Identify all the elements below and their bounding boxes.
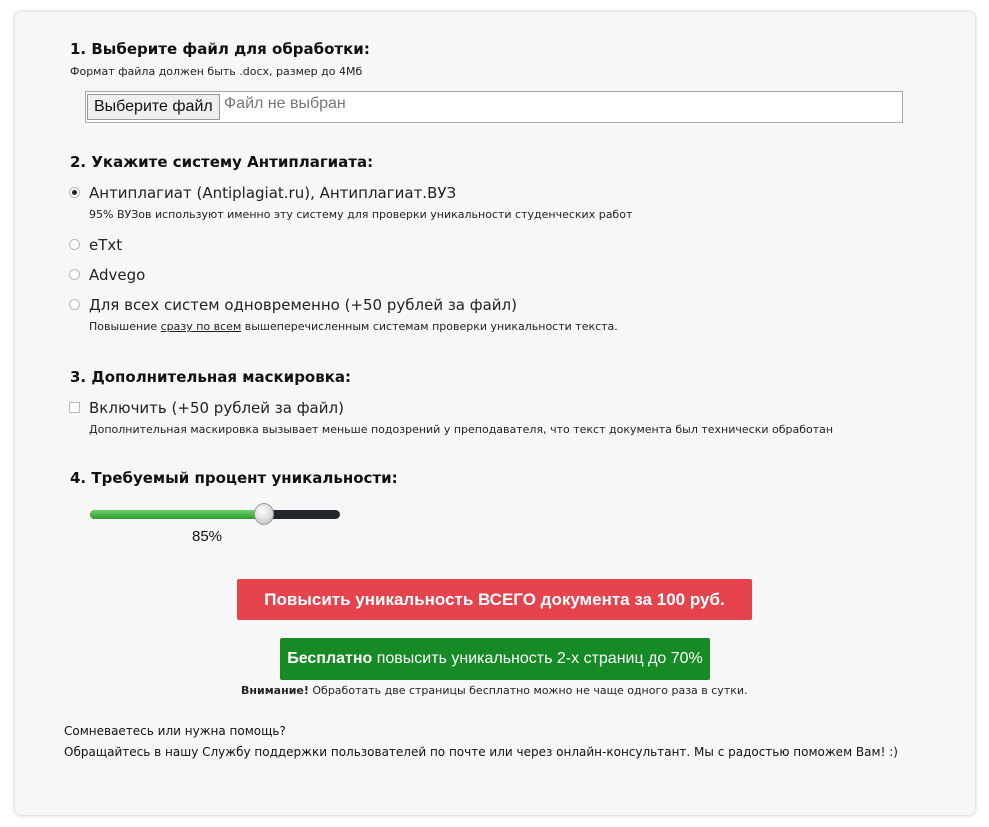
free-upgrade-button[interactable] <box>280 638 710 680</box>
choose-file-button[interactable]: Выберите файл <box>87 94 220 120</box>
upload-form-card <box>15 12 975 815</box>
file-status: Файл не выбран <box>224 95 346 112</box>
radio-selected-icon[interactable] <box>69 187 80 198</box>
checkbox-icon[interactable] <box>69 402 80 413</box>
slider-fill <box>90 510 265 519</box>
step2-heading: 2. Укажите систему Антиплагиата: <box>70 153 374 171</box>
radio-advego[interactable] <box>89 266 145 284</box>
step3-heading: 3. Дополнительная маскировка: <box>70 368 352 386</box>
free-text: повысить уникальность 2-х страниц до 70% <box>372 650 703 667</box>
file-input[interactable] <box>85 91 903 123</box>
note-underlined: сразу по всем <box>160 320 242 333</box>
warning-text: Обработать две страницы бесплатно можно не чаще одного раза в сутки. <box>308 684 748 697</box>
free-warning <box>241 684 748 697</box>
uniqueness-slider[interactable] <box>90 510 340 519</box>
note-text: вышеперечисленным системам проверки уникальности текста. <box>241 320 618 333</box>
paid-upgrade-button[interactable]: Повысить уникальность ВСЕГО документа за 100 руб. <box>237 579 752 620</box>
radio-icon[interactable] <box>69 269 80 280</box>
masking-checkbox[interactable] <box>89 399 344 417</box>
radio-icon[interactable] <box>69 299 80 310</box>
warning-bold: Внимание! <box>241 684 309 697</box>
step1-note: Формат файла должен быть .docx, размер до 4Мб <box>70 65 363 78</box>
radio-all-systems[interactable] <box>89 296 517 314</box>
free-bold: Бесплатно <box>287 650 373 667</box>
radio-antiplagiat[interactable] <box>89 184 456 202</box>
radio-label: Антиплагиат (Antiplagiat.ru), Антиплагиат.ВУЗ <box>89 184 457 202</box>
radio-label: eTxt <box>89 236 123 254</box>
checkbox-label: Включить (+50 рублей за файл) <box>89 399 344 417</box>
slider-value: 85% <box>192 528 223 545</box>
radio-etxt[interactable] <box>89 236 122 254</box>
masking-note: Дополнительная маскировка вызывает меньше подозрений у преподавателя, что текст документа был технически обработан <box>89 423 834 436</box>
radio-icon[interactable] <box>69 239 80 250</box>
slider-thumb[interactable] <box>254 503 274 525</box>
all-systems-note <box>89 320 618 333</box>
help-line-2: Обращайтесь в нашу Службу поддержки пользователей по почте или через онлайн-консультант. Мы с радостью поможем Вам! :) <box>64 745 898 759</box>
note-text: Повышение <box>89 320 161 333</box>
step4-heading: 4. Требуемый процент уникальности: <box>70 469 398 487</box>
radio-label: Для всех систем одновременно (+50 рублей за файл) <box>89 296 517 314</box>
step1-heading: 1. Выберите файл для обработки: <box>70 40 370 58</box>
help-line-1: Сомневаетесь или нужна помощь? <box>64 724 286 738</box>
antiplagiat-note: 95% ВУЗов используют именно эту систему для проверки уникальности студенческих работ <box>89 208 633 221</box>
radio-label: Advego <box>89 266 146 284</box>
